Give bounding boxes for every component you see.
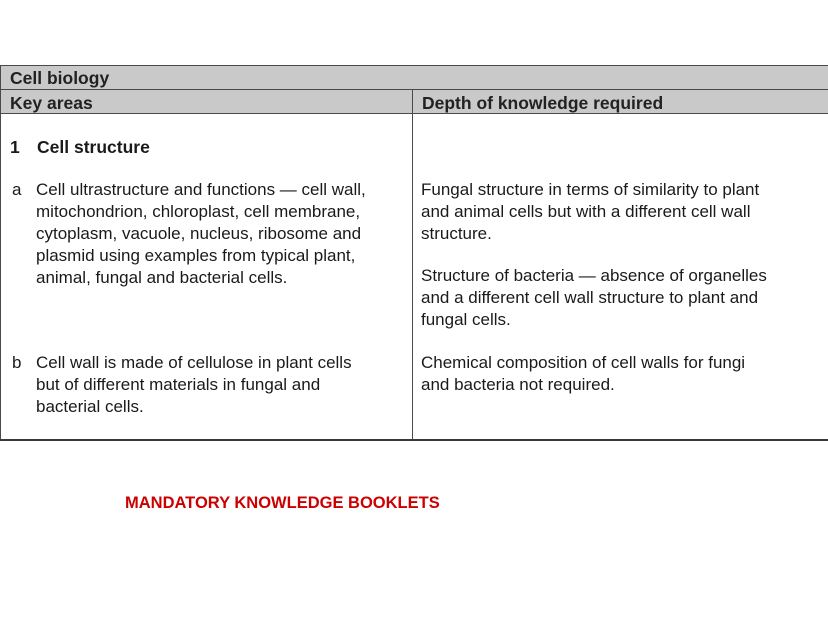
row-a-depth-fungal: Fungal structure in terms of similarity to plant and animal cells but with a different cell wall structure. bbox=[421, 180, 760, 243]
table-title: Cell biology bbox=[10, 68, 110, 88]
row-b-depth: Chemical composition of cell walls for fungi and bacteria not required. bbox=[421, 353, 746, 394]
table-title-bar bbox=[0, 65, 828, 89]
mandatory-knowledge-label: MANDATORY KNOWLEDGE BOOKLETS bbox=[125, 494, 440, 512]
header-depth-of-knowledge: Depth of knowledge required bbox=[422, 93, 664, 113]
row-b-letter: b bbox=[12, 353, 22, 372]
table-left-border bbox=[0, 114, 1, 441]
section-number: 1 bbox=[10, 137, 20, 157]
cell-biology-table bbox=[0, 65, 828, 441]
table-header-row bbox=[0, 89, 828, 114]
row-b-key-area: Cell wall is made of cellulose in plant cells but of different materials in fungal and bacterial cells. bbox=[36, 353, 352, 416]
section-title: Cell structure bbox=[37, 137, 150, 157]
table-bottom-border bbox=[0, 439, 828, 441]
header-key-areas: Key areas bbox=[10, 93, 93, 113]
row-a-key-area: Cell ultrastructure and functions — cell wall, mitochondrion, chloroplast, cell membrane, cytoplasm, vacuole, nucleus, ribosome and plasmid using examples from typical plant, animal, fungal and bacterial cells. bbox=[36, 180, 366, 287]
row-a-depth-bacteria: Structure of bacteria — absence of organelles and a different cell wall structure to plant and fungal cells. bbox=[421, 266, 767, 329]
row-a-letter: a bbox=[12, 180, 22, 199]
column-divider bbox=[412, 89, 413, 441]
